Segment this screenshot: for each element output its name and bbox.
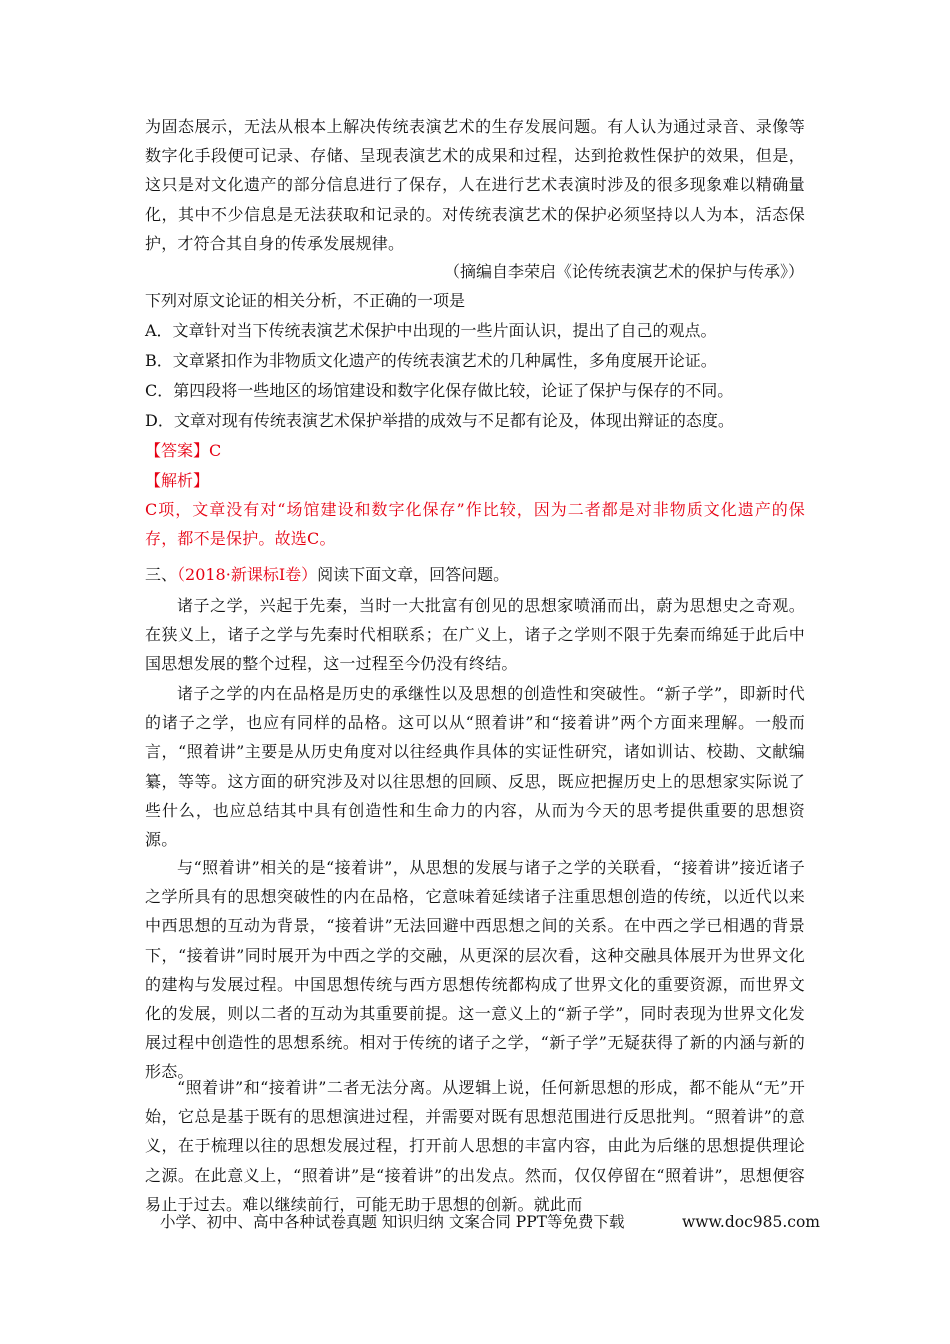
analysis-text: C项，文章没有对“场馆建设和数字化保存”作比较，因为二者都是对非物质文化遗产的保存，都不是保护。故选C。 [145, 500, 805, 549]
article-paragraph-1: 诸子之学，兴起于先秦，当时一大批富有创见的思想家喷涌而出，蔚为思想史之奇观。在狭义上，诸子之学与先秦时代相联系；在广义上，诸子之学则不限于先秦而绵延于此后中国思想发展的整个过程，这一过程至今仍没有终结。 [145, 596, 805, 674]
section-source-tag: （2018·新课标Ⅰ卷） [177, 565, 318, 584]
option-a: A．文章针对当下传统表演艺术保护中出现的一些片面认识，提出了自己的观点。 [145, 321, 717, 340]
footer-url: www.doc985.com [681, 1213, 820, 1231]
section-number: 三、 [145, 565, 178, 584]
article-paragraph-4: “照着讲”和“接着讲”二者无法分离。从逻辑上说，任何新思想的形成，都不能从“无”开始，它总是基于既有的思想演进过程，并需要对既有思想范围进行反思批判。“照着讲”的意义，在于梳理以往的思想发展过程，打开前人思想的丰富内容，由此为后继的思想提供理论之源。在此意义上，“照着讲”是“接着讲”的出发点。然而，仅仅停留在“照着讲”，思想便容易止于过去。难以继续前行，可能无助于思想的创新。就此而 [145, 1078, 805, 1214]
passage-paragraph-continued: 为固态展示，无法从根本上解决传统表演艺术的生存发展问题。有人认为通过录音、录像等数字化手段便可记录、存储、呈现表演艺术的成果和过程，达到抢救性保护的效果，但是，这只是对文化遗产的部分信息进行了保存，人在进行艺术表演时涉及的很多现象难以精确量化，其中不少信息是无法获取和记录的。对传统表演艺术的保护必须坚持以人为本，活态保护，才符合其自身的传承发展规律。 [145, 117, 805, 253]
footer-text: 小学、初中、高中各种试卷真题 知识归纳 文案合同 PPT等免费下载 [160, 1213, 625, 1231]
option-b: B．文章紧扣作为非物质文化遗产的传统表演艺术的几种属性，多角度展开论证。 [145, 351, 717, 370]
source-citation: （摘编自李荣启《论传统表演艺术的保护与传承》） [443, 262, 804, 281]
option-d: D．文章对现有传统表演艺术保护举措的成效与不足都有论及，体现出辩证的态度。 [145, 411, 734, 430]
article-paragraph-2: 诸子之学的内在品格是历史的承继性以及思想的创造性和突破性。“新子学”，即新时代的诸子之学，也应有同样的品格。这可以从“照着讲”和“接着讲”两个方面来理解。一般而言，“照着讲”主要是从历史角度对以往经典作具体的实证性研究，诸如训诂、校勘、文献编纂，等等。这方面的研究涉及对以往思想的回顾、反思，既应把握历史上的思想家实际说了些什么，也应总结其中具有创造性和生命力的内容，从而为今天的思考提供重要的思想资源。 [145, 684, 805, 850]
article-paragraph-3: 与“照着讲”相关的是“接着讲”，从思想的发展与诸子之学的关联看，“接着讲”接近诸子之学所具有的思想突破性的内在品格，它意味着延续诸子注重思想创造的传统，以近代以来中西思想的互动为背景，“接着讲”无法回避中西思想之间的关系。在中西之学已相遇的背景下，“接着讲”同时展开为中西之学的交融，从更深的层次看，这种交融具体展开为世界文化的建构与发展过程。中国思想传统与西方思想传统都构成了世界文化的重要资源，而世界文化的发展，则以二者的互动为其重要前提。这一意义上的“新子学”，同时表现为世界文化发展过程中创造性的思想系统。相对于传统的诸子之学，“新子学”无疑获得了新的内涵与新的形态。 [145, 858, 805, 1082]
section-heading [145, 560, 509, 589]
option-c: C．第四段将一些地区的场馆建设和数字化保存做比较，论证了保护与保存的不同。 [145, 381, 734, 400]
section-instruction: 阅读下面文章，回答问题。 [317, 565, 510, 584]
page-footer [160, 1211, 820, 1233]
analysis-label: 【解析】 [145, 471, 210, 490]
answer-label: 【答案】C [145, 441, 222, 460]
question-stem: 下列对原文论证的相关分析，不正确的一项是 [145, 291, 466, 310]
